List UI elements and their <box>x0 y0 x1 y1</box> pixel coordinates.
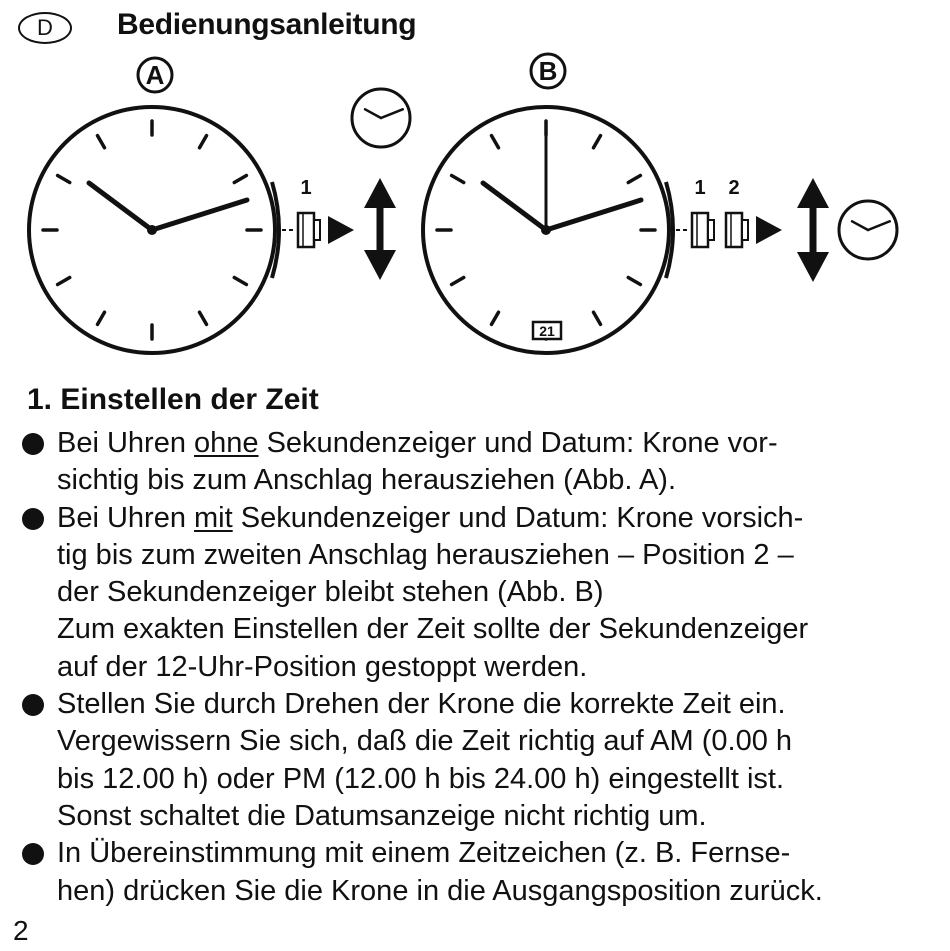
bullet-dot-icon <box>22 508 44 530</box>
instruction-line: der Sekundenzeiger bleibt stehen (Abb. B) <box>57 576 604 609</box>
instruction-list <box>22 425 922 910</box>
instruction-line: Bei Uhren ohne Sekundenzeiger und Datum: Krone vor- <box>57 427 778 459</box>
instruction-line: auf der 12-Uhr-Position gestoppt werden. <box>57 650 588 683</box>
language-badge: D <box>18 12 72 44</box>
page-title: Bedienungsanleitung <box>117 8 417 41</box>
crown-icon <box>726 213 742 247</box>
instruction-line: In Übereinstimmung mit einem Zeitzeichen (z. B. Fernse- <box>57 837 791 870</box>
setting-time-illustration <box>0 50 950 370</box>
figure-label: A <box>145 60 165 90</box>
crown-icon <box>692 213 708 247</box>
instruction-line: Sonst schaltet die Datumsanzeige nicht richtig um. <box>57 799 707 832</box>
instruction-bullet <box>22 500 922 686</box>
direction-arrow-icon <box>328 216 354 244</box>
figure-label: B <box>538 56 558 86</box>
page-number: 2 <box>13 915 29 946</box>
bullet-dot-icon <box>22 694 44 716</box>
instruction-line: sichtig bis zum Anschlag herausziehen (Abb. A). <box>57 464 676 497</box>
instruction-line: bis 12.00 h) oder PM (12.00 h bis 24.00 h) eingestellt ist. <box>57 762 785 795</box>
emphasized-word: ohne <box>194 427 259 459</box>
instruction-line: Bei Uhren mit Sekundenzeiger und Datum: Krone vorsich- <box>57 501 804 534</box>
emphasized-word: mit <box>194 501 233 534</box>
watch-b-illustration <box>423 54 897 353</box>
instruction-line: Stellen Sie durch Drehen der Krone die korrekte Zeit ein. <box>57 688 786 721</box>
direction-arrow-icon <box>756 216 782 244</box>
instruction-line: Zum exakten Einstellen der Zeit sollte der Sekundenzeiger <box>57 613 809 646</box>
crown-position-label: 2 <box>728 177 740 199</box>
instruction-bullet <box>22 835 922 910</box>
crown-icon <box>298 213 314 247</box>
crown-position-label: 1 <box>694 177 706 199</box>
watch-a-illustration <box>29 58 410 353</box>
bullet-dot-icon <box>22 433 44 455</box>
bullet-dot-icon <box>22 843 44 865</box>
instruction-line: tig bis zum zweiten Anschlag herausziehen – Position 2 – <box>57 538 794 571</box>
center-pin <box>541 225 551 235</box>
instruction-bullet <box>22 686 922 835</box>
center-pin <box>147 225 157 235</box>
crown-position-label: 1 <box>300 177 312 199</box>
date-value: 21 <box>539 323 555 339</box>
instruction-line: hen) drücken Sie die Krone in die Ausgangsposition zurück. <box>57 874 823 907</box>
instruction-bullet <box>22 425 922 500</box>
instruction-line: Vergewissern Sie sich, daß die Zeit richtig auf AM (0.00 h <box>57 725 793 758</box>
section-heading: 1. Einstellen der Zeit <box>27 383 319 416</box>
